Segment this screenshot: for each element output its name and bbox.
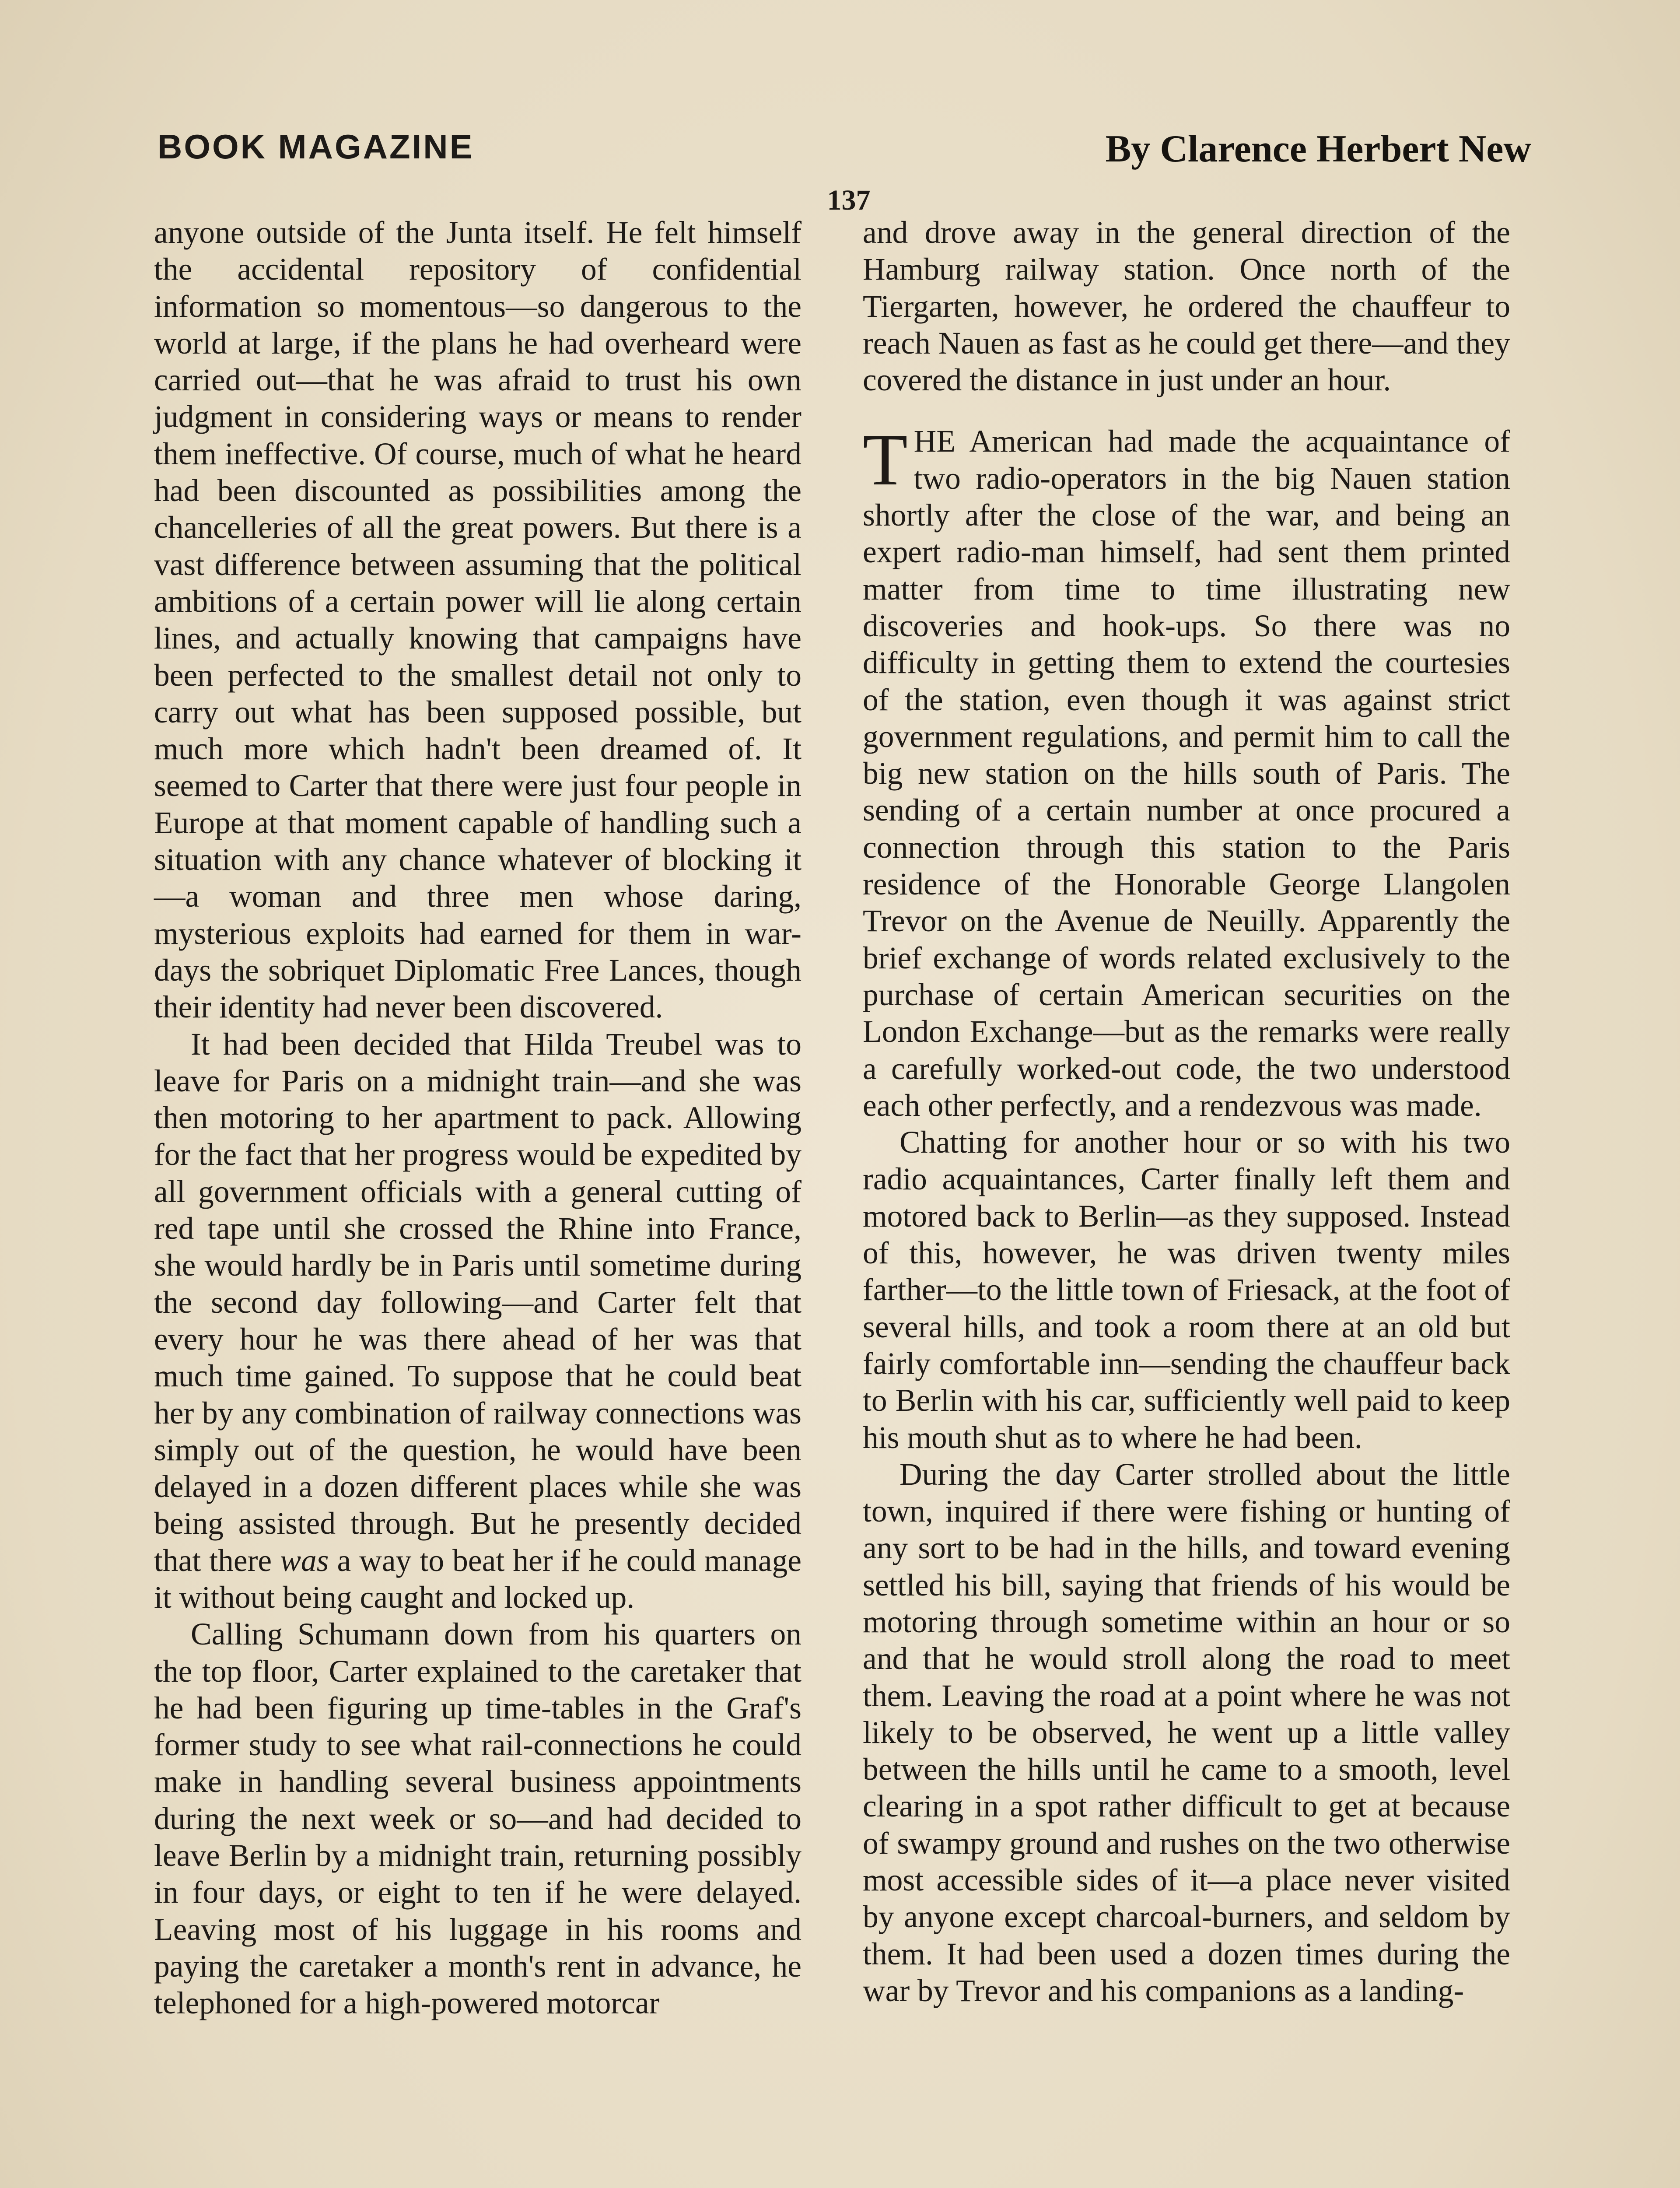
paragraph: and drove away in the general direction of the Hamburg railway station. Once north of the Tiergarten, however, he ordered the chauffeur to reach Nauen as fast as he could get there—and they covered the distance in just under an hour. — [863, 215, 1510, 398]
drop-cap: T — [863, 419, 908, 501]
paragraph: Chatting for another hour or so with his two radio acquaintances, Carter finally left them and motored back to Berlin—as they supposed. Instead of this, however, he was driven twenty miles farther—to the little town of Friesack, at the foot of several hills, and took a room there at an old but fairly comfortable inn—sending the chauffeur back to Berlin with his car, sufficiently well paid to keep his mouth shut as to where he had been. — [863, 1125, 1510, 1455]
emphasized-word: was — [280, 1543, 329, 1578]
right-column — [863, 214, 1510, 2009]
paragraph-text: It had been decided that Hilda Treubel was to leave for Paris on a midnight train—and she was then motoring to her apartment to pack. Allowing for the fact that her progress would be expedited by all government officials with a general cutting of red tape until she crossed the Rhine into France, she would hardly be in Paris until sometime during the second day following—and Carter felt that every hour he was there ahead of her was that much time gained. To suppose that he could beat her by any combination of railway connections was simply out of the question, he would have been delayed in a dozen different places while she was being assisted through. But he presently decided that there — [154, 1027, 802, 1578]
paragraph — [863, 419, 1510, 1124]
paragraph-text: a way to beat her if he could manage it without being caught and locked up. — [154, 1543, 802, 1615]
paragraph-text: American had made the acquaintance of two radio-operators in the big Nauen station shortly after the close of the war, and being an expert radio-man himself, had sent them printed matter from time to time illustrating new discoveries and hook-ups. So there was no difficulty in getting them to extend the courtesies of the station, even though it was against strict government regulations, and permit him to call the big new station on the hills south of Paris. The sending of a certain number at once procured a connection through this station to the Paris residence of the Honorable George Llangolen Trevor on the Avenue de Neuilly. Apparently the brief exchange of words related exclusively to the purchase of certain American securities on the London Exchange—but as the remarks were really a carefully worked-out code, the two understood each other perfectly, and a rendezvous was made. — [863, 424, 1510, 1123]
left-column — [154, 214, 802, 2022]
paragraph: anyone outside of the Junta itself. He felt himself the accidental repository of confidential information so momentous—so dangerous to the world at large, if the plans he had overheard were carried out—that he was afraid to trust his own judgment in considering ways or means to render them ineffective. Of course, much of what he heard had been discounted as possibilities among the chancelleries of all the great powers. But there is a vast difference between assuming that the political ambitions of a certain power will lie along certain lines, and actually knowing that campaigns have been perfected to the smallest detail not only to carry out what has been supposed possible, but much more which hadn't been dreamed of. It seemed to Carter that there were just four people in Europe at that moment capable of handling such a situation with any chance whatever of blocking it—a woman and three men whose daring, mysterious exploits had earned for them in war-days the sobriquet Diplomatic Free Lances, though their identity had never been discovered. — [154, 215, 802, 1025]
paragraph: During the day Carter strolled about the little town, inquired if there were fishing or hunting of any sort to be had in the hills, and toward evening settled his bill, saying that friends of his would be motoring through sometime within an hour or so and that he would stroll along the road to meet them. Leaving the road at a point where he was not likely to be observed, he went up a little valley between the hills until he came to a smooth, level clearing in a spot rather difficult to get at because of swampy ground and rushes on the two otherwise most accessible sides of it—a place never visited by anyone except charcoal-burners, and seldom by them. It had been used a dozen times during the war by Trevor and his companions as a landing- — [863, 1457, 1510, 2008]
page-number: 137 — [827, 184, 871, 216]
paragraph: Calling Schumann down from his quarters on the top floor, Carter explained to the caretaker that he had been figuring up time-tables in the Graf's former study to see what rail-connections he could make in handling several business appointments during the next week or so—and had decided to leave Berlin by a midnight train, returning possibly in four days, or eight to ten if he were delayed. Leaving most of his luggage in his rooms and paying the caretaker a month's rent in advance, he telephoned for a high-powered motorcar — [154, 1617, 802, 2021]
author-byline: By Clarence Herbert New — [1105, 128, 1531, 170]
running-head — [158, 127, 1531, 175]
small-caps-word: HE — [914, 424, 956, 459]
magazine-title: BOOK MAGAZINE — [158, 127, 474, 166]
paragraph — [154, 1026, 802, 1616]
